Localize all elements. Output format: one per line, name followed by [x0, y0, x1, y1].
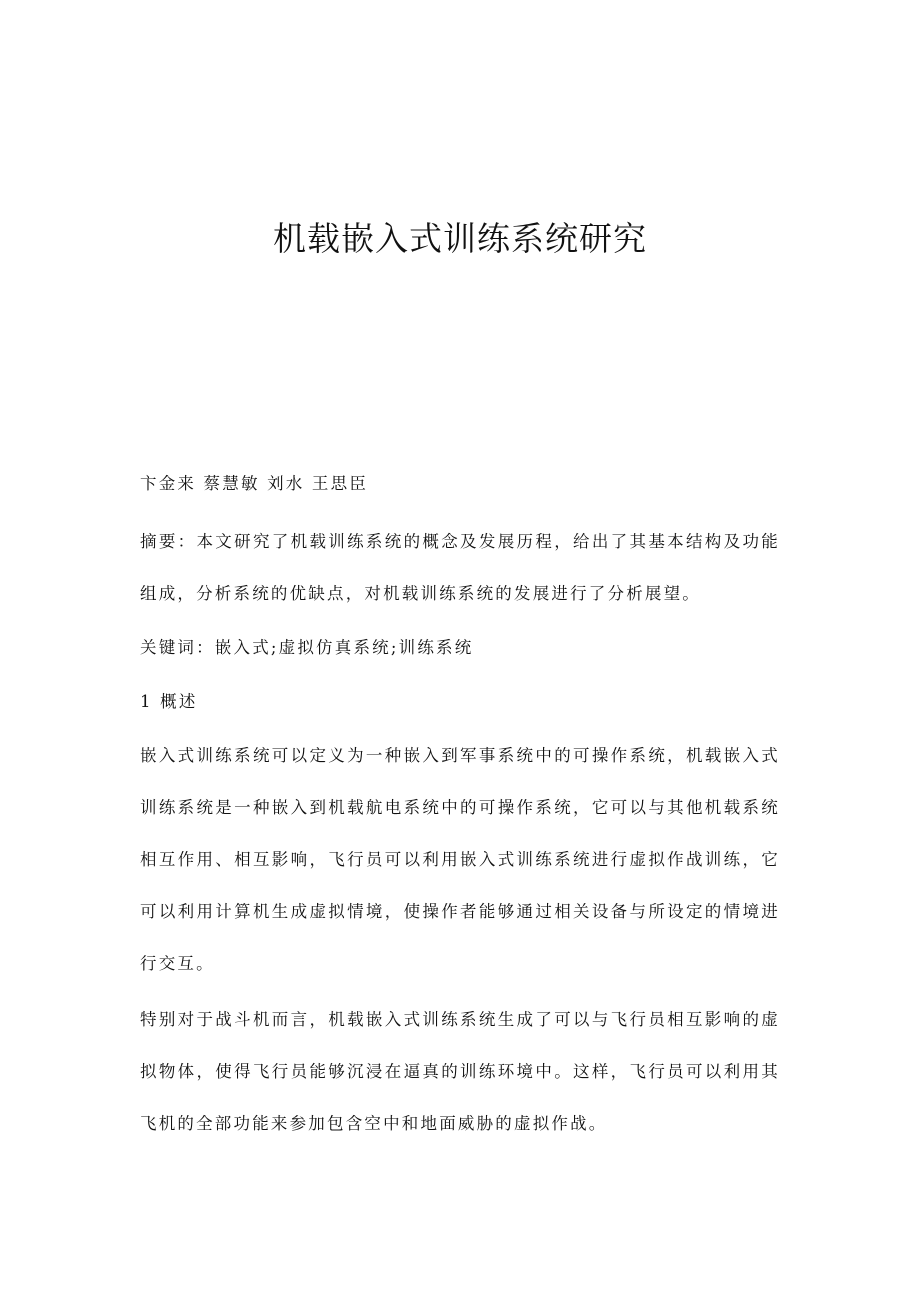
- author-list: 卞金来 蔡慧敏 刘水 王思臣: [140, 474, 369, 493]
- paper-title: 机载嵌入式训练系统研究: [273, 219, 647, 258]
- paper-body: [140, 470, 780, 1150]
- keywords-line: 关键词：嵌入式;虚拟仿真系统;训练系统: [140, 638, 474, 657]
- section-heading: 1 概述: [140, 692, 198, 711]
- body-paragraph: 嵌入式训练系统可以定义为一种嵌入到军事系统中的可操作系统，机载嵌入式训练系统是一种嵌入到机载航电系统中的可操作系统，它可以与其他机载系统相互作用、相互影响，飞行员可以利用嵌入式训练系统进行虚拟作战训练，它可以利用计算机生成虚拟情境，使操作者能够通过相关设备与所设定的情境进行交互。: [140, 746, 780, 973]
- body-paragraph: 特别对于战斗机而言，机载嵌入式训练系统生成了可以与飞行员相互影响的虚拟物体，使得飞行员能够沉浸在逼真的训练环境中。这样，飞行员可以利用其飞机的全部功能来参加包含空中和地面威胁的虚拟作战。: [140, 1010, 780, 1133]
- abstract-paragraph: 摘要：本文研究了机载训练系统的概念及发展历程，给出了其基本结构及功能组成，分析系统的优缺点，对机载训练系统的发展进行了分析展望。: [140, 532, 780, 603]
